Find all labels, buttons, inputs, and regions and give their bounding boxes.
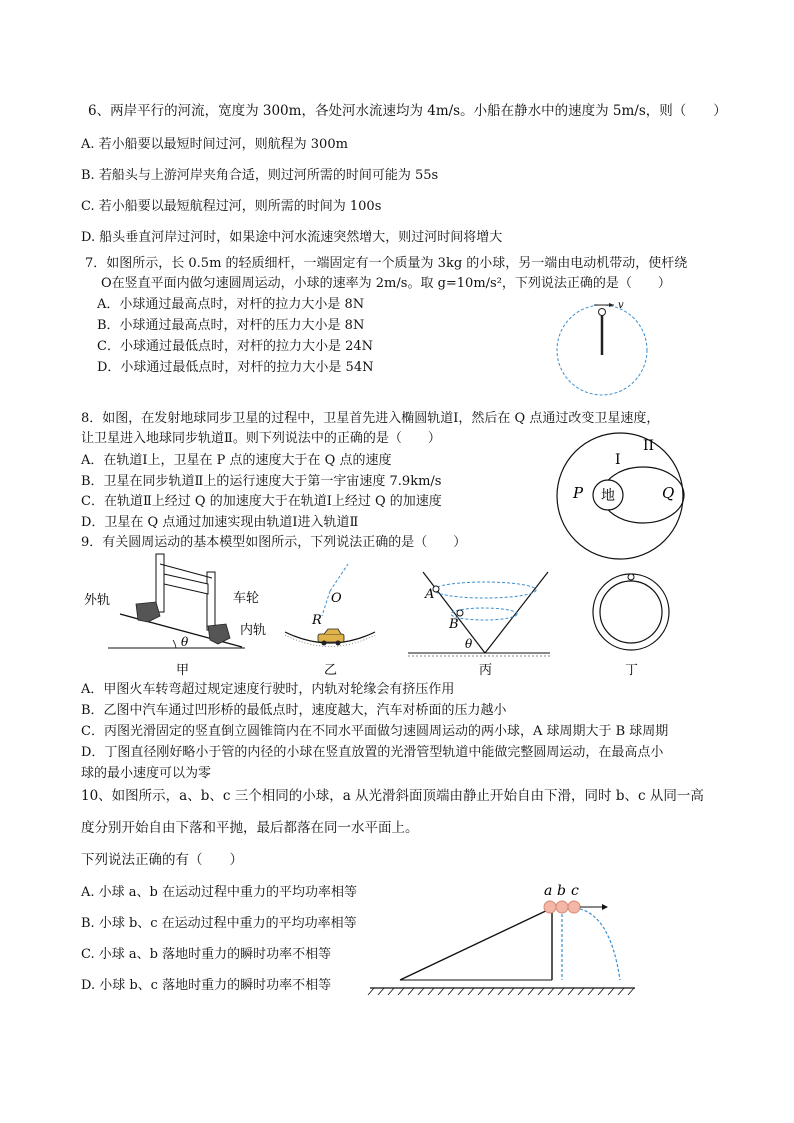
q7-stem-line2: O在竖直平面内做匀速圆周运动，小球的速率为 2m/s。取 g=10m/s²，下列说法正确的是（ ） [101,276,671,291]
q8-stem-line2: 让卫星进入地球同步轨道Ⅱ。则下列说法中的正确的是（ ） [81,431,441,446]
q8-figure [545,432,705,562]
q9-caption-bing: 丙 [479,663,493,678]
q8-label-p: P [573,484,584,502]
q9-stem: 9．有关圆周运动的基本模型如图所示，下列说法正确的是（ ） [81,535,467,550]
q7-figure [550,295,670,405]
q7-option-b: B．小球通过最高点时，对杆的压力大小是 8N [97,318,365,333]
q10-option-a: A. 小球 a、b 在运动过程中重力的平均功率相等 [81,885,357,900]
q9-label-r: R [312,613,322,628]
q6-option-b: B. 若船头与上游河岸夹角合适，则过河所需的时间可能为 55s [81,168,439,183]
q9-label-o: O [331,591,342,606]
q8-option-d: D．卫星在 Q 点通过加速实现由轨道Ⅰ进入轨道Ⅱ [81,515,359,530]
q8-label-orbit2: II [643,438,655,454]
q10-ball-b [556,901,568,913]
car-icon [318,634,344,642]
q10-label-b: b [557,883,566,899]
q10-option-c: C. 小球 a、b 落地时重力的瞬时功率不相等 [81,947,332,962]
q10-ball-c [568,901,580,913]
q9-label-a: A [425,587,435,602]
q7-velocity-label: v [618,300,624,311]
q9-label-wheel: 车轮 [233,591,260,606]
q10-ball-a [544,901,556,913]
q6-stem: 6、两岸平行的河流，宽度为 300m，各处河水流速均为 4m/s。小船在静水中的速度为 5m/s，则（ ） [88,103,727,119]
q9-figure [80,552,680,677]
q9-label-inner: 内轨 [240,623,267,638]
q9-caption-jia: 甲 [176,663,190,678]
q7-option-c: C．小球通过最低点时，对杆的拉力大小是 24N [97,339,373,354]
q9-option-d-cont: 球的最小速度可以为零 [81,766,212,781]
q9-label-b: B [449,617,459,632]
q7-option-d: D．小球通过最低点时，对杆的拉力大小是 54N [97,360,374,375]
q7-option-a: A．小球通过最高点时，对杆的拉力大小是 8N [97,297,365,312]
q8-stem-line1: 8．如图，在发射地球同步卫星的过程中，卫星首先进入椭圆轨道Ⅰ，然后在 Q 点通过改变卫星速度， [81,411,660,426]
q10-stem-line3: 下列说法正确的有（ ） [81,852,243,868]
q10-stem-line1: 10、如图所示，a、b、c 三个相同的小球，a 从光滑斜面顶端由静止开始自由下滑，同时 b、c 从同一高 [81,788,704,804]
q9-figure-bing [408,572,550,678]
q9-figure-jia [84,554,266,678]
q8-earth-label: 地 [601,488,615,504]
q9-figure-ding [593,574,669,678]
q9-label-theta-jia: θ [181,635,189,649]
q8-label-orbit1: I [615,452,621,468]
q7-ball [599,309,606,316]
q9-option-d: D．丁图直径刚好略小于管的内径的小球在竖直放置的光滑管型轨道中能做完整圆周运动，在最高点小 [81,745,664,760]
q8-option-a: A．在轨道Ⅰ上，卫星在 P 点的速度大于在 Q 点的速度 [81,453,392,468]
q9-label-outer: 外轨 [84,593,111,608]
q10-figure [370,852,650,1002]
q9-option-c: C．丙图光滑固定的竖直倒立圆锥筒内在不同水平面做匀速圆周运动的两小球，A 球周期大于 B 球周期 [81,724,669,739]
q10-option-d: D. 小球 b、c 落地时重力的瞬时功率不相等 [81,978,332,993]
q7-stem-line1: 7．如图所示，长 0.5m 的轻质细杆，一端固定有一个质量为 3kg 的小球，另一端由电动机带动，使杆绕 [85,256,688,271]
q8-option-c: C．在轨道Ⅱ上经过 Q 的加速度大于在轨道Ⅰ上经过 Q 的加速度 [81,494,442,509]
q10-option-b: B. 小球 b、c 在运动过程中重力的平均功率相等 [81,916,357,931]
q9-option-a: A．甲图火车转弯超过规定速度行驶时，内轨对轮缘会有挤压作用 [81,682,455,697]
q9-caption-ding: 丁 [625,663,639,678]
q10-label-c: c [571,883,579,899]
q9-caption-yi: 乙 [324,663,338,678]
q6-option-a: A. 若小船要以最短时间过河，则航程为 300m [81,137,348,152]
q9-figure-yi [285,564,375,678]
q6-option-d: D. 船头垂直河岸过河时，如果途中河水流速突然增大，则过河时间将增大 [81,230,503,245]
q9-option-b: B．乙图中汽车通过凹形桥的最低点时，速度越大，汽车对桥面的压力越小 [81,703,507,718]
q10-stem-line2: 度分别开始自由下落和平抛，最后都落在同一水平面上。 [81,820,419,836]
arrowhead-icon [602,904,608,910]
q9-label-theta-bing: θ [465,637,473,651]
q10-label-a: a [544,883,553,899]
q6-option-c: C. 若小船要以最短航程过河，则所需的时间为 100s [81,199,382,214]
q8-option-b: B．卫星在同步轨道Ⅱ上的运行速度大于第一宇宙速度 7.9km/s [81,474,442,489]
q8-label-q: Q [662,484,675,502]
